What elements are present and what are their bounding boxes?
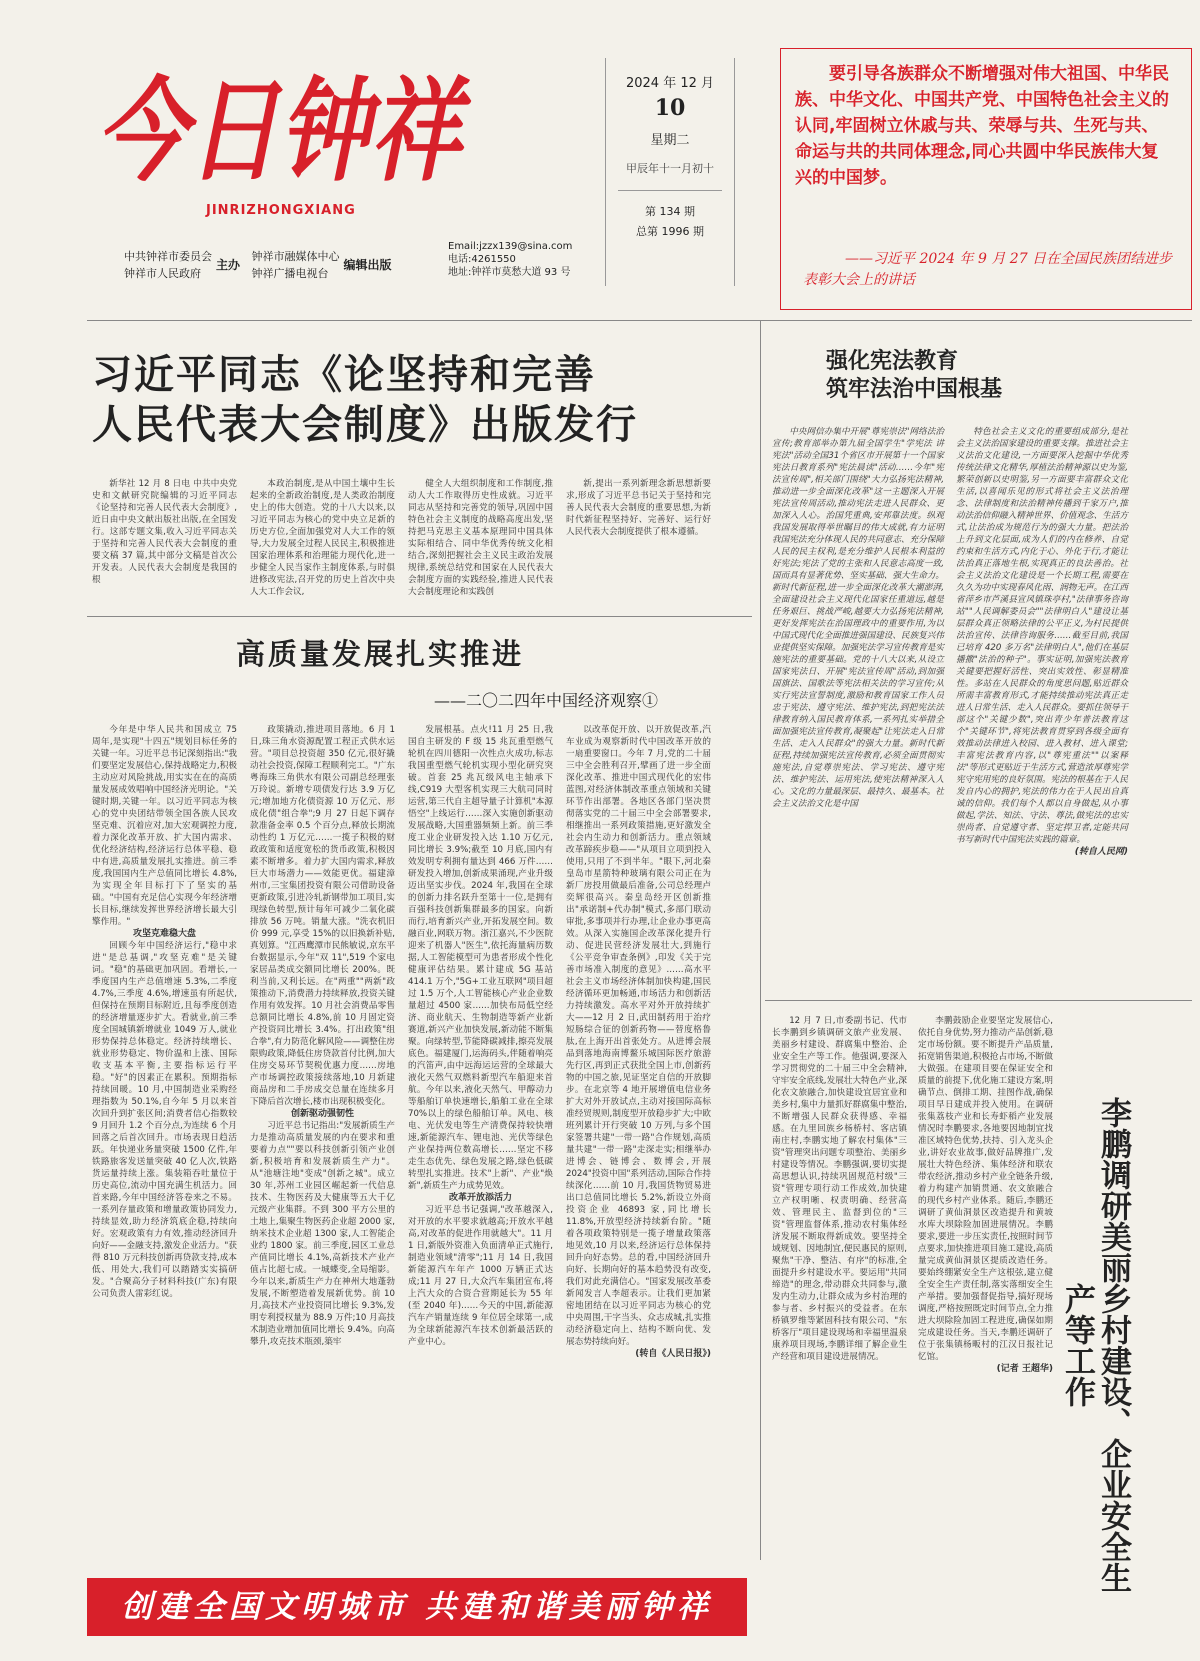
local-credit: (记者 王超华) (996, 1364, 1053, 1374)
feature-text-1: 今年是中华人民共和国成立 75 周年,是实现"十四五"规划目标任务的关键一年。习近平总书记深刻指出:"我们要坚定发展信心,保持战略定力,积极主动应对风险挑战,用实实在在的高质量发展成效唱响中国经济光明论。"关键时期,关键一年。以习近平同志为核心的党中央团结带领全国各族人民攻坚克难、沉着应对,加大宏观调控力度,着力深化改革开放、扩大国内需求、优化经济结构,经济运行总体平稳、稳中有进,高质量发展扎实推进。前三季度,我国国内生产总值同比增长 4.8%,为实现全年目标打下了坚实的基础。"中国有充足信心实现今年经济增长目标,继续发挥世界经济增长最大引擎作用。" (92, 725, 237, 927)
sponsor-media-center: 钟祥市融媒体中心 (251, 250, 340, 263)
date-day: 10 (654, 95, 686, 121)
lead-column-2 (250, 478, 395, 610)
lead-headline-line1: 习近平同志《论坚持和完善 (92, 352, 596, 398)
lead-column-4 (566, 478, 711, 610)
side-text-1: 中央网信办集中开展"尊宪崇法"网络法治宣传;教育部举办第九届全国学生"学宪法 讲宪法"活动全国31个省区市开展第十一个国家宪法日教育系列"宪法晨读"活动……今年"宪法宣传周",相关部门围绕"大力弘扬宪法精神,推动进一步全面深化改革"这一主题深入开展宪法宣传周活动,推动宪法走进人民群众、更加深入人心。治国凭重典,安邦靠法度。纵观我国发展取得举世瞩目的伟大成就,有力证明我国宪法充分体现人民的共同意志、充分保障人民的民主权利,是充分维护人民根本利益的好宪法;宪法了党的主张和人民意志高度一致,国而具有显著优势、坚实基础、强大生命力。新时代新征程,进一步全面深化改革大潮澎湃,全面建设社会主义现代化国家任重道远,越是任务艰巨、挑战严峻,越要大力弘扬宪法精神,更好发挥宪法在治国理政中的重要作用,为以中国式现代化全面推进强国建设、民族复兴伟业提供坚实保障。加强宪法学习宣传教育是实施宪法的重要基础。党的十八大以来,从设立国家宪法日、开展"宪法宣传周"活动,到加强国旗法、国歌法等宪法相关法的学习宣传;从实行宪法宣誓制度,激励和教育国家工作人员忠于宪法、遵守宪法、维护宪法,到把宪法法律教育纳入国民教育体系,一系列扎实举措全面加强宪法宣传教育,凝聚起"让宪法走入日常生活、走入人民群众"的强大力量。新时代新征程,持续加强宪法宣传教育,必须全面贯彻实施宪法,自觉尊崇宪法、学习宪法、遵守宪法、维护宪法、运用宪法,使宪法精神深入人心。文化的力量最深层、最持久、最基本。社会主义法治文化是中国 (772, 427, 944, 809)
feature-text-2b: 习近平总书记指出:"发展新质生产力是推动高质量发展的内在要求和重要着力点""要以科技创新引领产业创新,积极培育和发展新质生产力"。从"池塘注地"变成"创新之城"。成立 30 年,苏州工业园区崛起新一代信息技术、生物医药及大健康等五大千亿元级产业集群。不到 300 平方公里的土地上,集聚生物医药企业超 2000 家,纳米技术企业超 1300 家,人工智能企业约 1800 家。前三季度,园区工业总产值同比增长 4.1%,高新技术产业产值占比超七成。一城蝶变,全局缩影。今年以来,新质生产力在神州大地蓬勃发展,不断塑造着发展新优势。前 10 月,高技术产业投资同比增长 9.3%,发明专利授权量为 88.9 万件;10 月高技术制造业增加值同比增长 9.4%。向高攀升,攻克技术瓶颈,築牢 (250, 1121, 395, 1347)
quote-box (780, 48, 1192, 310)
side-column-2 (956, 426, 1128, 992)
local-text-1: 12 月 7 日,市委副书记、代市长李鹏到乡镇调研文旅产业发展、美丽乡村建设、群腐集中整治、企业安全生产等工作。他强调,要深入学习贯彻党的二十届三中全会精神,守牢安全底线,发展壮大特色产业,深化农文旅融合,加快建设宜居宜业和美乡村,集中力量抓好群腐集中整治,不断增强人民群众获得感、幸福感。在九里回族乡杨桥村、客店镇南庄村,李鹏实地了解农村集体"三资"管理突出问题专项整治、美丽乡村建设等情况。李鹏强调,要切实提高思想认识,持续巩固规范村级"三资"管理专项行动工作成效,加快建立产权明晰、权责明确、经营高效、管理民主、监督到位的"三资"管理监督体系,推动农村集体经济发展不断取得新成效。要坚持全域规划、因地制宜,便民惠民的原则,聚焦"干净、整洁、有序"的标准,全面提升乡村建设水平。要运用"共同缔造"的理念,带动群众共同参与,激发内生动力,让群众成为乡村治理的参与者、乡村振兴的受益者。在东桥镇罗维等紧固科技有限公司、"东桥客厅"项目建设现场和幸福里温泉康养项目现场,李鹏详细了解企业生产经营和项目建设进展情况。 (772, 1016, 907, 1362)
sponsor-group-1 (124, 248, 212, 282)
lead-column-3 (408, 478, 553, 610)
side-headline-line2: 筑牢法治中国根基 (826, 376, 1003, 402)
local-column-2 (918, 1015, 1053, 1563)
masthead-logo-art (96, 52, 472, 202)
contact-address: 地址:钟祥市莫愁大道 93 号 (448, 267, 571, 278)
side-column-1 (772, 426, 944, 992)
lead-text-4: 新,提出一系列新理念新思想新要求,形成了习近平总书记关于坚持和完善人民代表大会制度的重要思想,为新时代新征程坚持好、完善好、运行好人民代表大会制度提供了根本遵循。 (566, 479, 711, 537)
lead-headline-line2: 人民代表大会制度》出版发行 (92, 402, 638, 448)
feature-text-1b: 回顾今年中国经济运行,"稳中求进"是总基调,"攻坚克难"是关键词。"稳"的基础更加巩固。看增长,一季度国内生产总值增速 5.3%,二季度 4.7%,三季度 4.6%,增速虽有所起伏,但保持在预期目标附近,且每季度创造的经济增量逐步扩大。看就业,前三季度全国城镇新增就业 1049 万人,就业形势保持总体稳定。经济持续增长、就业形势稳定、物价温和上涨、国际收支基本平衡,主要指标运行平稳。"好"的因素正在累积。预期指标持续回暖。10 月,中国制造业采购经理指数为 50.1%,自今年 5 月以来首次回升到扩张区间;消费者信心指数较 9 月回升 1.2 个百分点,为连续 6 个月回落之后首次回升。市场表现日趋活跃。年快递业务量突破 1500 亿件,年铁路旅客发送量突破 40 亿人次,铁路货运量持续上涨。集装箱吞吐量位于历史高位,流动中国充满生机活力。回首来路,今年中国经济答卷来之不易。一系列存量政策和增量政策协同发力,持续显效,助力经济筑底企稳,持续向好。宏观政策有力有效,推动经济回升向好——金融支持,激发企业活力。"获得 810 万元科技创新再贷款支持,成本低、用处大,我们可以踏踏实实搞研发。"合聚高分子材料科技(广东)有限公司负责人雷彩红说。 (92, 941, 237, 1299)
date-divider (618, 190, 722, 191)
publish-role: 编辑出版 (343, 257, 392, 272)
sponsor-tv-station: 钟祥广播电视台 (251, 267, 329, 280)
local-column-1 (772, 1015, 907, 1563)
feature-column-3 (408, 724, 553, 1554)
side-divider (765, 1000, 1192, 1001)
date-year-month: 2024 年 12 月 (625, 76, 715, 91)
feature-column-1 (92, 724, 237, 1554)
contact-phone: 电话:4261550 (448, 254, 516, 265)
lead-text-1: 新华社 12 月 8 日电 中共中央党史和文献研究院编辑的习近平同志《论坚持和完善人民代表大会制度》,近日由中央文献出版社出版,在全国发行。这部专题文集,收入习近平同志关于坚持和完善人民代表大会制度的重要文稿 37 篇,其中部分文稿是首次公开发表。人民代表大会制度是我国的根 (92, 479, 237, 585)
date-box (605, 58, 735, 286)
total-issue-number: 总第 1996 期 (636, 225, 704, 238)
sponsor-role: 主办 (216, 257, 241, 272)
sponsor-group-2 (252, 248, 340, 282)
feature-column-4 (566, 724, 711, 1554)
sponsor-government: 钟祥市人民政府 (124, 267, 201, 280)
lead-headline (92, 350, 752, 450)
side-headline (826, 347, 1066, 403)
feature-minihead-3: 改革开放添活力 (448, 1193, 512, 1203)
contact-email: Email:jzzx139@sina.com (448, 241, 573, 252)
feature-text-4: 以改革促开放、以开放促改革,汽车业成为观察新时代中国改革开放的一扇重要窗口。今年 7 月,党的二十届三中全会胜利召开,擘画了进一步全面深化改革、推进中国式现代化的宏伟蓝图,对经济体制改革重点领域和关键环节作出部署。各地区各部门坚决贯彻落实党的二十届三中全会部署要求,相继推出一系列政策措施,更好激发全社会内生动力和创新活力。重点领域改革蹄疾步稳——"从项目立项到投入使用,只用了不到半年。"眼下,河北秦皇岛市星箭特种玻璃有限公司正在为新厂房投用做最后准备,公司总经理卢奕辉很高兴。秦皇岛经开区创新推出"承诺制+代办制"模式,多部门联动审批,多事项并行办理,让企业办事更高效。从深入实施国企改革深化提升行动、促进民营经济发展壮大,到施行《公平竞争审查条例》,印发《关于完善市场准入制度的意见》……高水平社会主义市场经济体制加快构建,国民经济循环更加畅通,市场活力和创新活力持续激发。高水平对外开放持续扩大——12 月 2 日,武田制药用于治疗短肠综合征的创新药物——替度格鲁肽,在上海开出首张处方。从进博会展品到落地海南博鳌乐城国际医疗旅游先行区,再到正式获批全国上市,创新药物的中国之旅,见证坚定自信的开放脚步。在北京等 4 地开展增值电信业务扩大对外开放试点,主动对接国际高标准经贸规则,制度型开放稳步扩大;中欧班列累计开行突破 10 万列,与多个国家签署共建"一带一路"合作规划,高质量共建"一带一路"走深走实;相继举办进博会、链博会、数博会,开展 2024"投资中国"系列活动,国际合作持续深化……前 10 月,我国货物贸易进出口总值同比增长 5.2%,新设立外商投资企业 46893 家,同比增长 11.8%,开放型经济持续新台阶。"随着各项政策特别是一揽子增量政策落地见效,10 月以来,经济运行总体保持回升向好态势。总的看,中国经济回升向好、长期向好的基本趋势没有改变,我们对此充满信心。"国家发展改革委新闻发言人李超表示。让我们更加紧密地团结在以习近平同志为核心的党中央周围,干字当头、众志成城,扎实推动经济稳定向上、结构不断向优、发展态势持续向好。 (566, 725, 711, 1347)
sponsor-party-committee: 中共钟祥市委员会 (124, 250, 212, 263)
slogan-banner: 创建全国文明城市 共建和谐美丽钟祥 (87, 1578, 747, 1636)
lead-divider (87, 616, 752, 617)
feature-text-3b: 习近平总书记强调,"改革越深入,对开放的水平要求就越高;开放水平越高,对改革的促进作用就越大"。11 月 1 日,新版外资准入负面清单正式施行,制造业领域"清零";11 月 14 日,我国新能源汽车年产 1000 万辆正式达成;11 月 27 日,大众汽车集团宣布,将上汽大众的合资合营期延长为 55 年(至 2040 年)……今天的中国,新能源汽车产销量连续 9 年位居全球第一,成为全球新能源汽车技术创新最活跃的产业中心。 (408, 1205, 553, 1347)
masthead-divider (87, 320, 1192, 321)
quote-text: 要引导各族群众不断增强对伟大祖国、中华民族、中华文化、中国共产党、中国特色社会主义的认同,牢固树立休戚与共、荣辱与共、生死与共、命运与共的共同体理念,同心共圆中华民族伟大复兴的中国梦。 (795, 64, 1169, 188)
feature-minihead-1: 攻坚克难稳大盘 (132, 929, 196, 939)
masthead-logo-text: 今日钟祥 (96, 66, 472, 197)
feature-headline: 高质量发展扎实推进 (236, 637, 525, 671)
local-text-2: 李鹏鼓励企业要坚定发展信心,依托自身优势,努力推动产品创新,稳定市场份额。要不断提升产品质量,拓宽销售渠道,积极抢占市场,不断做大做强。在建项目要在保证安全和质量的前提下,优化施工建设方案,明确节点、倒排工期、挂图作战,确保项目早日建成并投入使用。在调研张集荔枝产业和长寿虾稻产业发展情况时李鹏要求,各地要因地制宜找准区域特色优势,扶持、引入龙头企业,讲好农业故事,做好品牌推广,发展壮大特色经济、集体经济和联农带农经济,推动乡村产业全链条升级,着力构建产加销贯通、农文旅融合的现代乡村产业体系。随后,李鹏还调研了黄仙洞景区改造提升和黄坡水库大坝除险加固进展情况。李鹏要求,要进一步压实责任,按照时间节点要求,加快推进项目施工建设,高质量完成黄仙洞景区提质改造任务。要始终绷紧安全生产这根弦,建立健全安全生产责任制,落实落细安全生产举措。要加强督促指导,搞好现场调度,严格按照既定时间节点,全力推进大坝除险加固工程进度,确保如期完成建设任务。当天,李鹏还调研了位于张集镇杨畈村的江汉日报社记忆馆。 (918, 1016, 1053, 1362)
date-lunar: 甲辰年十一月初十 (626, 162, 714, 175)
date-weekday: 星期二 (650, 133, 690, 148)
feature-credit: (转自《人民日报》) (635, 1349, 711, 1359)
feature-text-2: 政策撬动,推进项目落地。6 月 1 日,珠三角水资源配置工程正式供水运营。"项目总投资超 350 亿元,很好撬动社会投资,保障工程顺利完工。"广东粤海珠三角供水有限公司副总经理张万玲说。新增专项债发行达 3.9 万亿元;增加地方化债资源 10 万亿元、形成化债"组合拳";9 月 27 日起下调存款准备金率 0.5 个百分点,释放长期流动性约 1 万亿元……一揽子积极的财政政策和适度宽松的货币政策,积极因素不断增多。着力扩大国内需求,释放巨大市场潜力——效能更优。福建漳州市,三宝集团投资有限公司借助设备更新政策,引进冷轧新钢带加工项目,实现绿色转型,预计每年可减少二氧化碳排放 56 万吨。销量大涨。"洗衣机旧价 999 元,享受 15%的以旧换新补贴,真划算。"江西鹰潭市民熊敏说,京东平台数据显示,今年"双 11",519 个家电家居品类成交额同比增长 200%。既利当前,又利长远。在"两重""两新"政策推动下,消费潜力持续释放,投资关键作用有效发挥。10 月社会消费品零售总额同比增长 4.8%,前 10 月固定资产投资同比增长 3.4%。打出政策"组合拳",有力防范化解风险——调整住房限购政策,降低住房贷款首付比例,加大住房交易环节契税优惠力度……房地产市场调控政策接续落地,10 月新建商品房和二手房成交总量在连续多月下降后首次增长,楼市出现积极变化。 (250, 725, 395, 1107)
quote-source: ——习近平 2024 年 9 月 27 日在全国民族团结进步表彰大会上的讲话 (803, 251, 1173, 288)
masthead-logo (96, 52, 472, 202)
side-text-2: 特色社会主义文化的重要组成部分,是社会主义法治国家建设的重要支撑。推进社会主义法治文化建设,一方面要深入挖掘中华优秀传统法律文化精华,厚植法治精神源以史为鉴,繁荣创新以史明鉴,另一方面要丰富群众文化生活,以喜闻乐见的形式将社会主义法治理念、法律制度和法治精神传播到千家万户,推动法治信仰融入精神世界、价值观念、生活方式,让法治成为规范行为的强大力量。把法治上升到文化层面,成为人们的内在修养、自觉约束和生活方式,内化于心、外化于行,才能让法治真正落地生根,实现真正的良法善治。社会主义法治文化建设是一个长期工程,需要在久久为功中实现春风化雨、润物无声。在江西省萍乡市芦溪县宣风镇珠亭村,"法律事务咨询站""人民调解委员会""法律明白人"建设让基层群众真正领略法律的公平正义,为村民提供法治宣传、法律咨询服务……截至目前,我国已培育 420 多万名"法律明白人",他们在基层播撒"法治的种子"。事实证明,加强宪法教育关键要把握好活性、突出实效性、彰显精准性。多站在人民群众的角度思问题,贴近群众所需丰富教育形式,才能持续推动宪法真正走进人日常生活、走入人民群众。要抓住领导干部这个"关键少数",突出青少年普法教育这个"关键环节",将宪法教育贯穿到各级全面有效推动法律进入校园、进入教材、进入课堂;丰富宪法教育内容,以"尊宪重法""以案释法"等形式更贴近于生活方式,营造浓厚尊宪学宪守宪用宪的良好氛围。宪法的根基在于人民发自内心的拥护,宪法的伟力在于人民出自真诚的信仰。我们每个人都以自身做起,从小事做起,学法、知法、守法、尊法,做宪法的忠实崇尚者、自觉遵守者、坚定捍卫者,定能共同书写新时代中国宪法实践的篇章。 (956, 427, 1128, 845)
contact-block (448, 240, 572, 279)
feature-subtitle: ——二〇二四年中国经济观察① (434, 691, 659, 710)
feature-column-2 (250, 724, 395, 1554)
column-divider-vertical (760, 320, 761, 1560)
local-headline: 李鹏调研美丽乡村建设、企业安全生产等工作 (1059, 1097, 1131, 1593)
lead-text-3: 健全人大组织制度和工作制度,推动人大工作取得历史性成就。习近平同志从坚持和完善党的领导,巩固中国特色社会主义制度的战略高度出发,坚持把马克思主义基本原理同中国具体实际相结合、同中华优秀传统文化相结合,深刻把握社会主义民主政治发展规律,系统总结党和国家在人民代表大会制度方面的实践经验,推进人民代表大会制度理论和实践创 (408, 479, 553, 597)
lead-text-2: 本政治制度,是从中国土壤中生长起来的全新政治制度,是人类政治制度史上的伟大创造。党的十八大以来,以习近平同志为核心的党中央立足新的历史方位,全面加强党对人大工作的领导,大力发展全过程人民民主,积极推进国家治理体系和治理能力现代化,进一步健全人民当家作主制度体系,与时俱进修改宪法,召开党的历史上首次中央人大工作会议, (250, 479, 395, 597)
side-headline-line1: 强化宪法教育 (826, 348, 959, 374)
issue-number: 第 134 期 (645, 205, 695, 218)
sponsor-block (124, 248, 400, 282)
side-credit: (转自人民网) (1074, 847, 1128, 857)
lead-column-1 (92, 478, 237, 610)
feature-text-3: 发展根基。点火!11 月 25 日,我国自主研发的 F 级 15 兆瓦重型燃气轮机在四川德阳一次性点火成功,标志我国重型燃气轮机实现小型化研究突破。首套 25 兆瓦级风电主轴承下线,C919 大型客机实现三大航司同时运营,第三代自主超导量子计算机"本源悟空"上线运行……深入实施创新驱动发展战略,大国重器频频上新。前三季度工业企业研发投入达 1.10 万亿元,同比增长 3.9%;截至 10 月底,国内有效发明专利拥有量达到 466 万件……研发投入增加,创新成果涌现,产业升级迈出坚实步伐。2024 年,我国在全球的创新力排名跃升至第十一位,是拥有百强科技创新集群最多的国家。向新而行,培育新兴产业,开拓发展空间。数融百业,网联万物。浙江嘉兴,不少医院迎来了机器人"医生",依托海量病历数据,人工智能模型可为患者形成个性化健康评估结果。累计建成 5G 基站 414.1 万个,"5G+工业互联网"项目超过 1.5 万个,人工智能核心产业企业数量超过 4500 家……加快布局低空经济、商业航天、生物制造等新产业新赛道,新兴产业加快发展,新动能不断集聚。向绿转型,节能降碳减排,擦亮发展底色。福建厦门,运海码头,伴随着响亮的汽笛声,由中远海运运营的全球最大液化天然气双燃料新型汽车船迎来首航。今年以来,液化天然气、甲醇动力等船舶订单快速增长,船舶工业在全球 70%以上的绿色船舶订单。风电、核电、光伏发电等生产清费保持较快增速,新能源汽车、锂电池、光伏等绿色产业保持两位数高增长……坚定不移走生态优先、绿色发展之路,绿色低碳转型扎实推进。技术"上新"、产业"焕新",新质生产力成势见效。 (408, 725, 553, 1191)
masthead-pinyin: JINRIZHONGXIANG (206, 203, 356, 218)
feature-minihead-2: 创新驱动强韧性 (290, 1109, 354, 1119)
